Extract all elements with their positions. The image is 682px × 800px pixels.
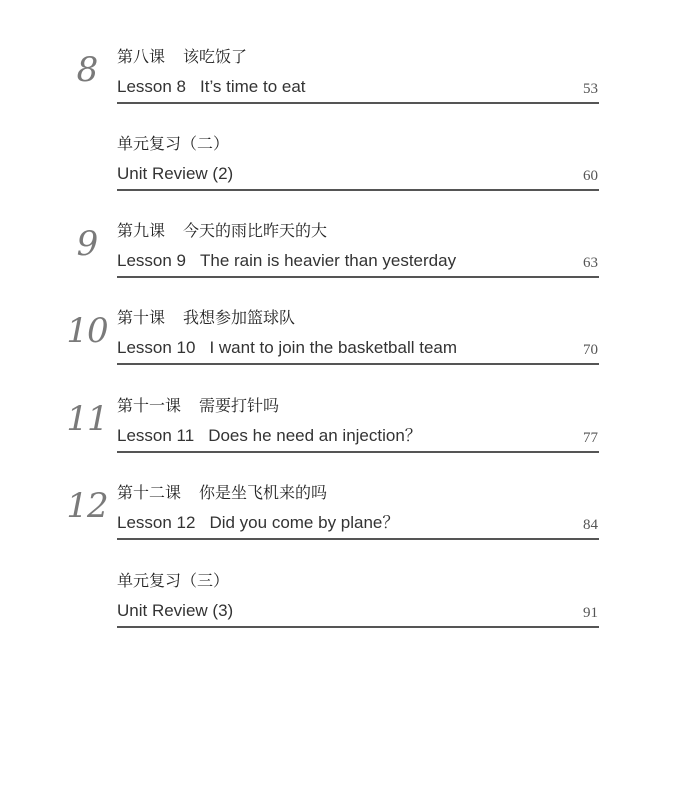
english-lesson-label: Lesson 8 xyxy=(117,77,186,96)
divider xyxy=(117,189,599,191)
chinese-title-line xyxy=(117,46,247,68)
english-title-line xyxy=(117,512,399,534)
divider xyxy=(117,626,599,628)
divider xyxy=(117,276,599,278)
chinese-lesson-title: 需要打针吗 xyxy=(199,396,280,415)
english-section-label: Unit Review (3) xyxy=(117,601,234,620)
english-section-label: Unit Review (2) xyxy=(117,164,234,183)
english-lesson-title: It’s time to eat xyxy=(200,77,306,96)
english-title-line xyxy=(117,163,233,185)
english-lesson-title: The rain is heavier than yesterday xyxy=(200,251,457,270)
divider xyxy=(117,102,599,104)
page-number: 60 xyxy=(583,168,598,184)
lesson-number: 10 xyxy=(66,311,108,351)
chinese-lesson-title: 该吃饭了 xyxy=(183,47,248,66)
chinese-lesson-label: 第十一课 xyxy=(117,396,182,415)
lesson-number: 12 xyxy=(66,486,108,526)
chinese-title-line xyxy=(117,307,295,329)
chinese-title-line xyxy=(117,220,327,242)
english-title-line xyxy=(117,250,456,272)
chinese-title-line xyxy=(117,482,327,504)
lesson-number: 9 xyxy=(76,224,98,264)
english-title-line xyxy=(117,337,457,359)
english-lesson-label: Lesson 12 xyxy=(117,513,196,532)
chinese-title-line xyxy=(117,570,229,592)
english-lesson-title: I want to join the basketball team xyxy=(209,338,458,357)
chinese-lesson-title: 我想参加篮球队 xyxy=(183,308,296,327)
english-title-line xyxy=(117,76,306,98)
english-lesson-title: Did you come by plane？ xyxy=(209,513,400,532)
chinese-title-line xyxy=(117,395,279,417)
page-number: 70 xyxy=(583,342,598,358)
toc-entry-lesson-11[interactable] xyxy=(0,395,682,465)
divider xyxy=(117,538,599,540)
english-lesson-label: Lesson 10 xyxy=(117,338,196,357)
toc-entry-unit-review-2[interactable] xyxy=(0,133,682,203)
lesson-number: 8 xyxy=(76,50,98,90)
chinese-lesson-title: 今天的雨比昨天的大 xyxy=(183,221,328,240)
chinese-lesson-label: 第十课 xyxy=(117,308,166,327)
page-number: 63 xyxy=(583,255,598,271)
toc-entry-lesson-9[interactable] xyxy=(0,220,682,290)
chinese-lesson-label: 第十二课 xyxy=(117,483,182,502)
english-lesson-label: Lesson 9 xyxy=(117,251,186,270)
english-title-line xyxy=(117,425,422,447)
english-lesson-title: Does he need an injection？ xyxy=(208,426,422,445)
divider xyxy=(117,451,599,453)
page-number: 84 xyxy=(583,517,598,533)
chinese-section-label: 单元复习（二） xyxy=(117,134,230,153)
page-number: 91 xyxy=(583,605,598,621)
toc-entry-lesson-10[interactable] xyxy=(0,307,682,377)
divider xyxy=(117,363,599,365)
chinese-lesson-label: 第八课 xyxy=(117,47,166,66)
english-lesson-label: Lesson 11 xyxy=(117,426,195,445)
toc-entry-lesson-12[interactable] xyxy=(0,482,682,552)
toc-entry-unit-review-3[interactable] xyxy=(0,570,682,640)
chinese-section-label: 单元复习（三） xyxy=(117,571,230,590)
chinese-title-line xyxy=(117,133,229,155)
english-title-line xyxy=(117,600,233,622)
chinese-lesson-title: 你是坐飞机来的吗 xyxy=(199,483,328,502)
chinese-lesson-label: 第九课 xyxy=(117,221,166,240)
toc-entry-lesson-8[interactable] xyxy=(0,46,682,116)
lesson-number: 11 xyxy=(66,399,108,439)
page-number: 77 xyxy=(583,430,598,446)
page-number: 53 xyxy=(583,81,598,97)
